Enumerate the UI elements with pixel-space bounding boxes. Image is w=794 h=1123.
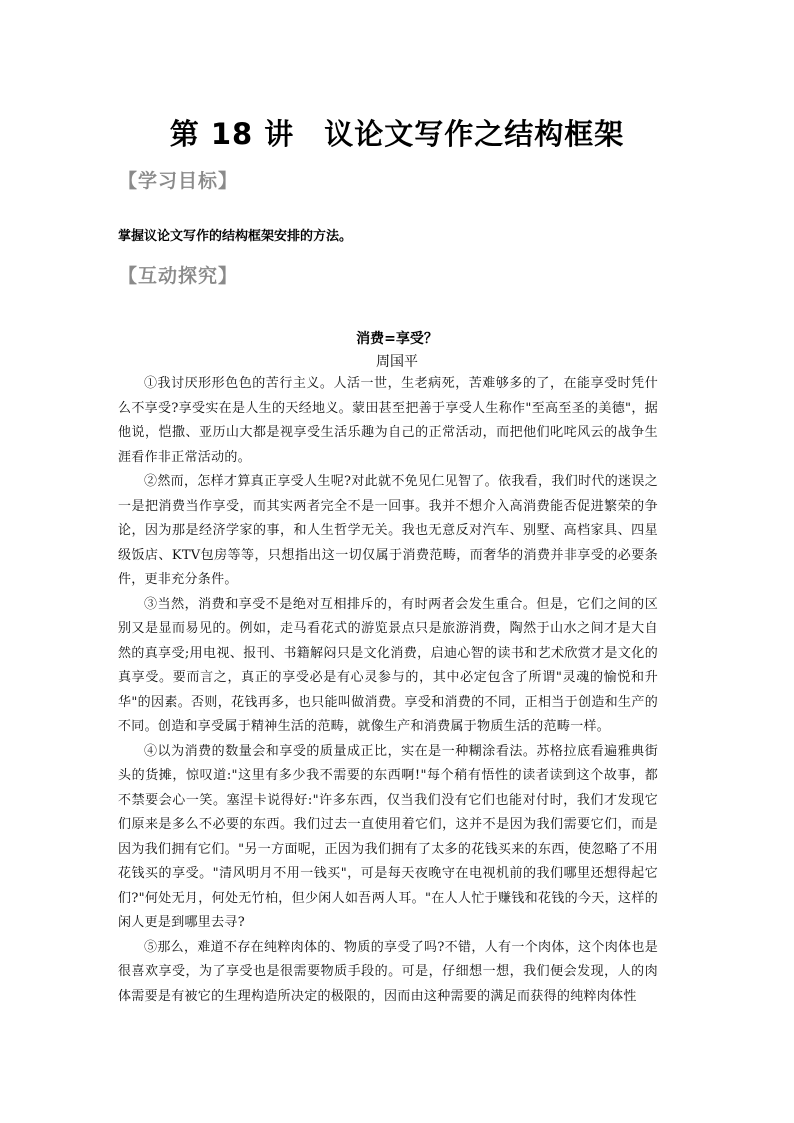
interactive-explore-heading: 【互动探究】 xyxy=(118,265,239,287)
essay-paragraph-3: ③当然，消费和享受不是绝对互相排斥的，有时两者会发生重合。但是，它们之间的区别又是显而易见的。例如，走马看花式的游览景点只是旅游消费，陶然于山水之间才是大自然的真享受;用电视、报刊、书籍解闷只是文化消费，启迪心智的读书和艺术欣赏才是文化的真享受。要而言之，真正的享受必是有心灵参与的，其中必定包含了所谓"灵魂的愉悦和升华"的因素。否则，花钱再多，也只能叫做消费。享受和消费的不同，正相当于创造和生产的不同。创造和享受属于精神生活的范畴，就像生产和消费属于物质生活的范畴一样。 xyxy=(118,596,658,734)
essay-paragraph-4: ④以为消费的数量会和享受的质量成正比，实在是一种糊涂看法。苏格拉底看遍雅典街头的货摊，惊叹道:"这里有多少我不需要的东西啊!"每个稍有悟性的读者读到这个故事，都不禁要会心一笑。塞涅卡说得好:"许多东西，仅当我们没有它们也能对付时，我们才发现它们原来是多么不必要的东西。我们过去一直使用着它们，这并不是因为我们需要它们，而是因为我们拥有它们。"另一方面呢，正因为我们拥有了太多的花钱买来的东西，使忽略了不用花钱买的享受。"清风明月不用一钱买"，可是每天夜晚守在电视机前的我们哪里还想得起它们?"何处无月，何处无竹柏，但少闲人如吾两人耳。"在人人忙于赚钱和花钱的今天，这样的闲人更是到哪里去寻? xyxy=(118,743,658,930)
essay-author: 周国平 xyxy=(376,354,418,370)
essay-title: 消费=享受？ xyxy=(356,331,438,347)
lesson-title: 第 18 讲 议论文写作之结构框架 xyxy=(169,117,625,151)
essay-paragraph-1: ①我讨厌形形色色的苦行主义。人活一世，生老病死，苦难够多的了，在能享受时凭什么不享受?享受实在是人生的天经地义。蒙田甚至把善于享受人生称作"至高至圣的美德"，据他说，恺撒、亚历山大都是视享受生活乐趣为自己的正常活动，而把他们叱咤风云的战争生涯看作非正常活动的。 xyxy=(118,376,658,465)
essay-body xyxy=(118,372,658,1009)
essay-paragraph-2: ②然而，怎样才算真正享受人生呢?对此就不免见仁见智了。依我看，我们时代的迷误之一是把消费当作享受，而其实两者完全不是一回事。我并不想介入高消费能否促进繁荣的争论，因为那是经济学家的事，和人生哲学无关。我也无意反对汽车、别墅、高档家具、四星级饭店、KTV包房等等，只想指出这一切仅属于消费范畴，而奢华的消费并非享受的必要条件，更非充分条件。 xyxy=(118,474,658,587)
learning-goals-heading: 【学习目标】 xyxy=(118,170,239,192)
essay-paragraph-5: ⑤那么，难道不存在纯粹肉体的、物质的享受了吗?不错，人有一个肉体，这个肉体也是很喜欢享受，为了享受也是很需要物质手段的。可是，仔细想一想，我们便会发现，人的肉体需要是有被它的生理构造所决定的极限的，因而由这种需要的满足而获得的纯粹肉体性 xyxy=(118,939,658,1004)
learning-goal-text: 掌握议论文写作的结构框架安排的方法。 xyxy=(118,229,353,244)
